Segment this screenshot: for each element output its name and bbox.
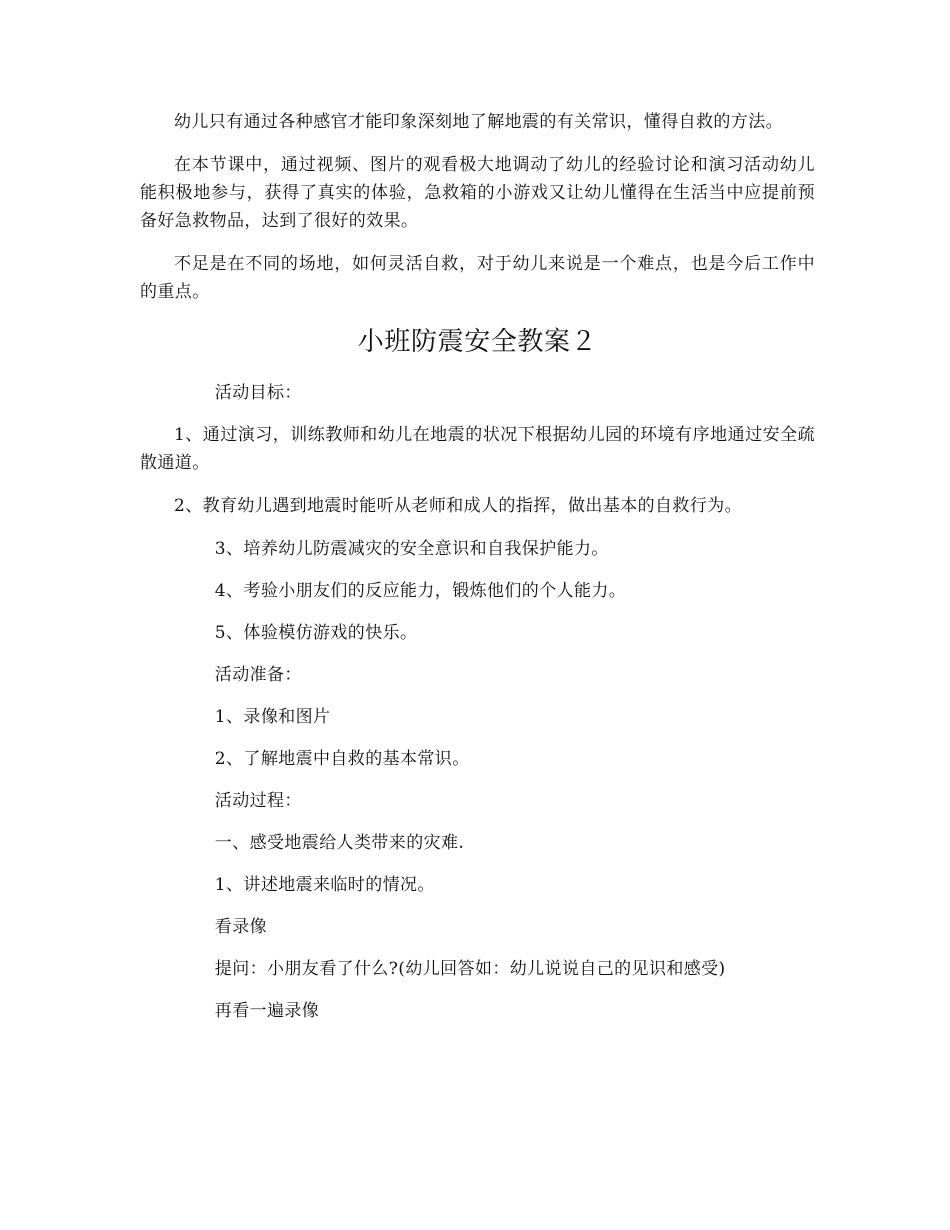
goal-item-2: 2、教育幼儿遇到地震时能听从老师和成人的指挥，做出基本的自救行为。	[174, 496, 743, 516]
activity-goals-heading: 活动目标：	[214, 383, 302, 403]
goal-item-1: 1、通过演习，训练教师和幼儿在地震的状况下根据幼儿园的环境有序地通过安全疏散通道。	[140, 425, 815, 473]
process-item-4: 提问：小朋友看了什么?(幼儿回答如：幼儿说说自己的见识和感受)	[214, 959, 726, 979]
prep-item-1: 1、录像和图片	[214, 707, 331, 727]
intro-paragraph-2: 在本节课中，通过视频、图片的观看极大地调动了幼儿的经验讨论和演习活动幼儿能积极地参与，获得了真实的体验，急救箱的小游戏又让幼儿懂得在生活当中应提前预备好急救物品，达到了很好的效果。	[140, 155, 815, 231]
intro-paragraph-1: 幼儿只有通过各种感官才能印象深刻地了解地震的有关常识，懂得自救的方法。	[174, 112, 783, 132]
prep-item-2: 2、了解地震中自救的基本常识。	[214, 749, 470, 769]
goal-item-4: 4、考验小朋友们的反应能力，锻炼他们的个人能力。	[214, 581, 627, 601]
process-item-1: 一、感受地震给人类带来的灾难.	[214, 833, 465, 853]
document-content	[140, 108, 815, 1039]
activity-prep-heading: 活动准备：	[214, 665, 302, 685]
intro-paragraph-3: 不足是在不同的场地，如何灵活自救，对于幼儿来说是一个难点，也是今后工作中的重点。	[140, 254, 815, 302]
activity-process-heading: 活动过程：	[214, 791, 302, 811]
process-item-2: 1、讲述地震来临时的情况。	[214, 875, 435, 895]
lesson-title: 小班防震安全教案２	[357, 327, 598, 357]
goal-item-3: 3、培养幼儿防震减灾的安全意识和自我保护能力。	[214, 539, 609, 559]
goal-item-5: 5、体验模仿游戏的快乐。	[214, 623, 418, 643]
process-item-3: 看录像	[214, 917, 267, 937]
process-item-5: 再看一遍录像	[214, 1001, 320, 1021]
